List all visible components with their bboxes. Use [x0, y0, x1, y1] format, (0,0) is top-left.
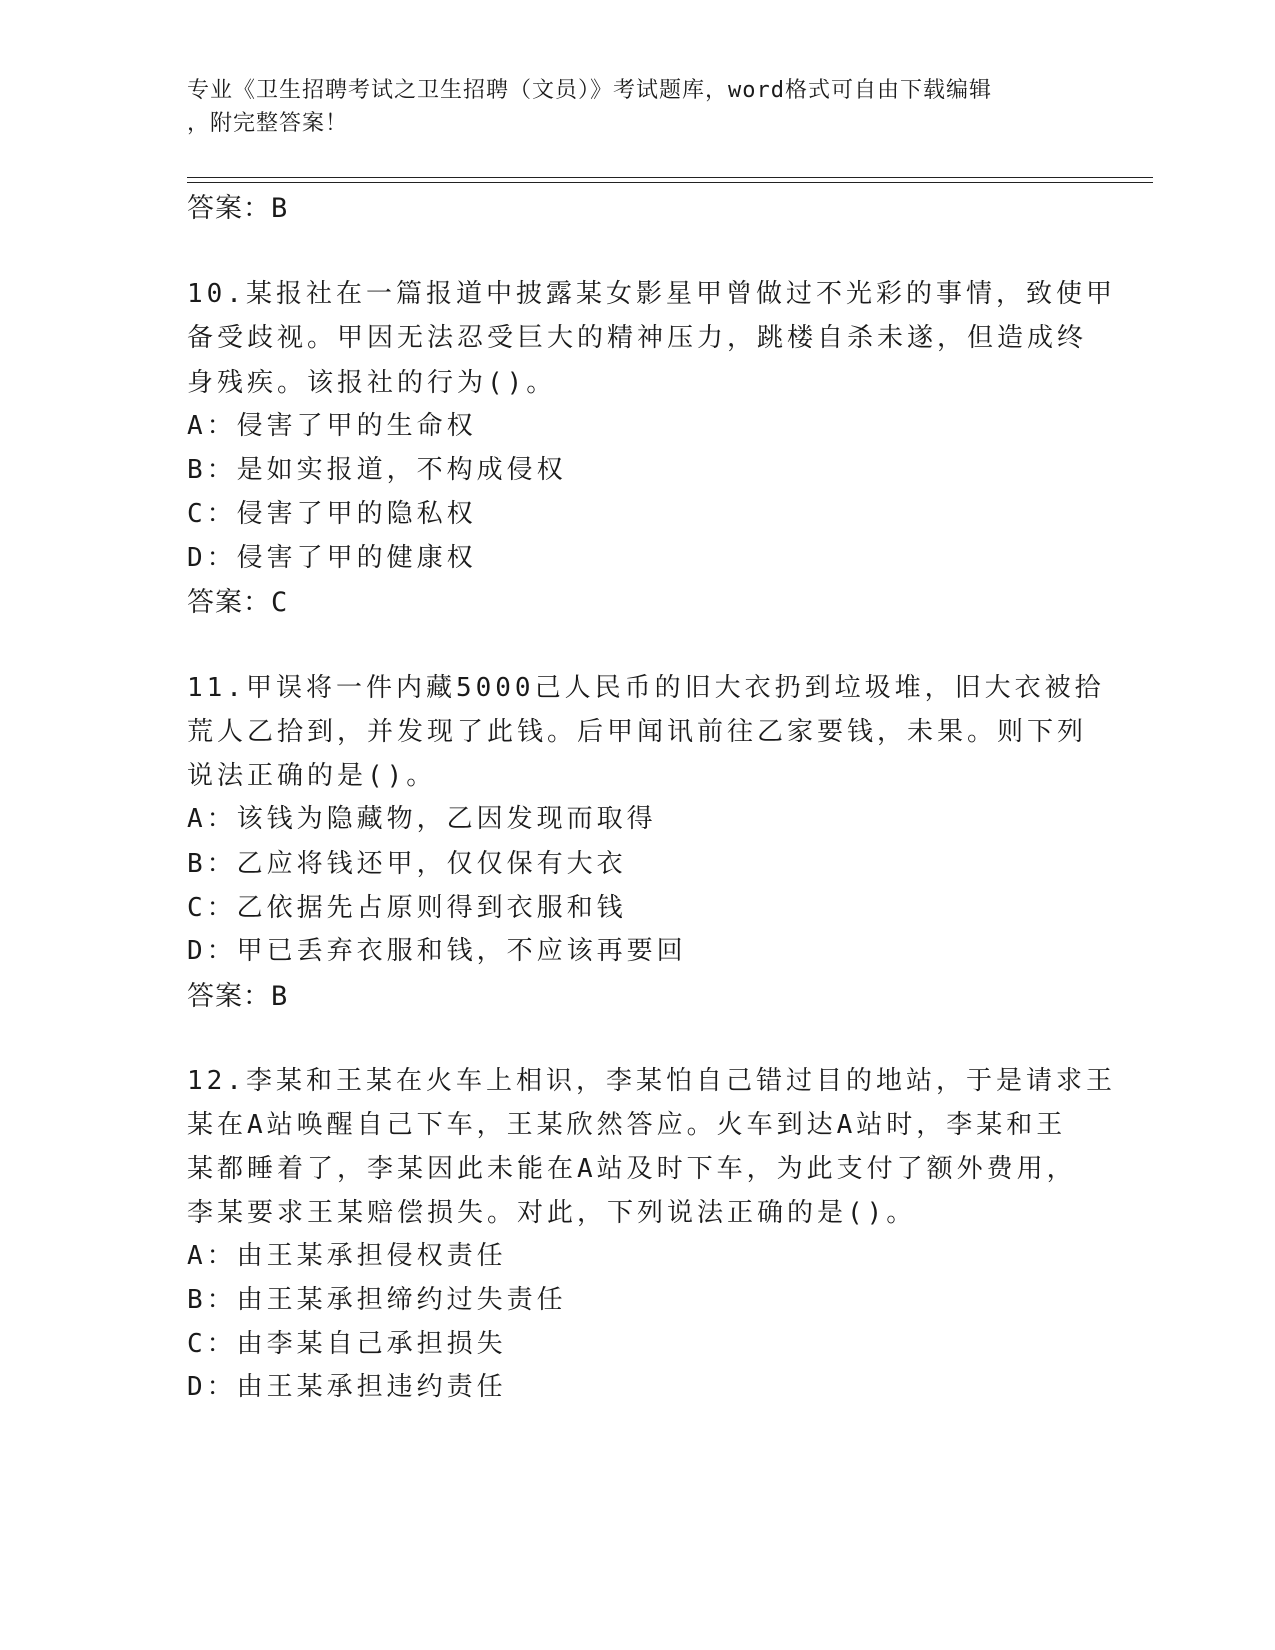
- q10-answer: 答案：C: [187, 587, 289, 618]
- header-divider-bottom: [187, 182, 1153, 183]
- q10-stem-line-3: 身残疾。该报社的行为()。: [187, 368, 557, 398]
- previous-answer: 答案：B: [187, 193, 289, 224]
- q12-stem-line-2: 某在A站唤醒自己下车，王某欣然答应。火车到达A站时，李某和王: [187, 1110, 1067, 1140]
- q12-stem-line-3: 某都睡着了，李某因此未能在A站及时下车，为此支付了额外费用，: [187, 1154, 1077, 1184]
- q12-stem-line-1: 12.李某和王某在火车上相识，李某怕自己错过目的地站，于是请求王: [187, 1066, 1116, 1096]
- q12-option-a: A：由王某承担侵权责任: [187, 1241, 507, 1271]
- q10-stem-line-2: 备受歧视。甲因无法忍受巨大的精神压力，跳楼自杀未遂，但造成终: [187, 323, 1088, 353]
- header-divider-top: [187, 177, 1153, 178]
- q11-answer: 答案：B: [187, 981, 289, 1012]
- q12-stem-line-4: 李某要求王某赔偿损失。对此，下列说法正确的是()。: [187, 1198, 917, 1228]
- q11-option-d: D：甲已丢弃衣服和钱，不应该再要回: [187, 936, 687, 966]
- q11-stem-line-2: 荒人乙拾到，并发现了此钱。后甲闻讯前往乙家要钱，未果。则下列: [187, 717, 1088, 747]
- q10-option-c: C：侵害了甲的隐私权: [187, 499, 477, 529]
- q11-option-b: B：乙应将钱还甲，仅仅保有大衣: [187, 849, 627, 879]
- q11-option-a: A：该钱为隐藏物，乙因发现而取得: [187, 804, 657, 834]
- q10-stem-line-1: 10.某报社在一篇报道中披露某女影星甲曾做过不光彩的事情，致使甲: [187, 279, 1116, 309]
- q10-option-d: D：侵害了甲的健康权: [187, 543, 477, 573]
- q11-option-c: C：乙依据先占原则得到衣服和钱: [187, 893, 627, 923]
- q12-option-c: C：由李某自己承担损失: [187, 1329, 507, 1359]
- q12-option-d: D：由王某承担违约责任: [187, 1372, 507, 1402]
- q11-stem-line-3: 说法正确的是()。: [187, 761, 437, 791]
- document-header: [187, 74, 1067, 140]
- q10-option-a: A：侵害了甲的生命权: [187, 411, 477, 441]
- header-line-1: 专业《卫生招聘考试之卫生招聘（文员）》考试题库，word格式可自由下载编辑: [187, 78, 992, 103]
- q10-option-b: B：是如实报道，不构成侵权: [187, 455, 567, 485]
- q12-option-b: B：由王某承担缔约过失责任: [187, 1285, 567, 1315]
- header-line-2: ，附完整答案！: [187, 111, 349, 136]
- q11-stem-line-1: 11.甲误将一件内藏5000己人民币的旧大衣扔到垃圾堆，旧大衣被拾: [187, 673, 1105, 703]
